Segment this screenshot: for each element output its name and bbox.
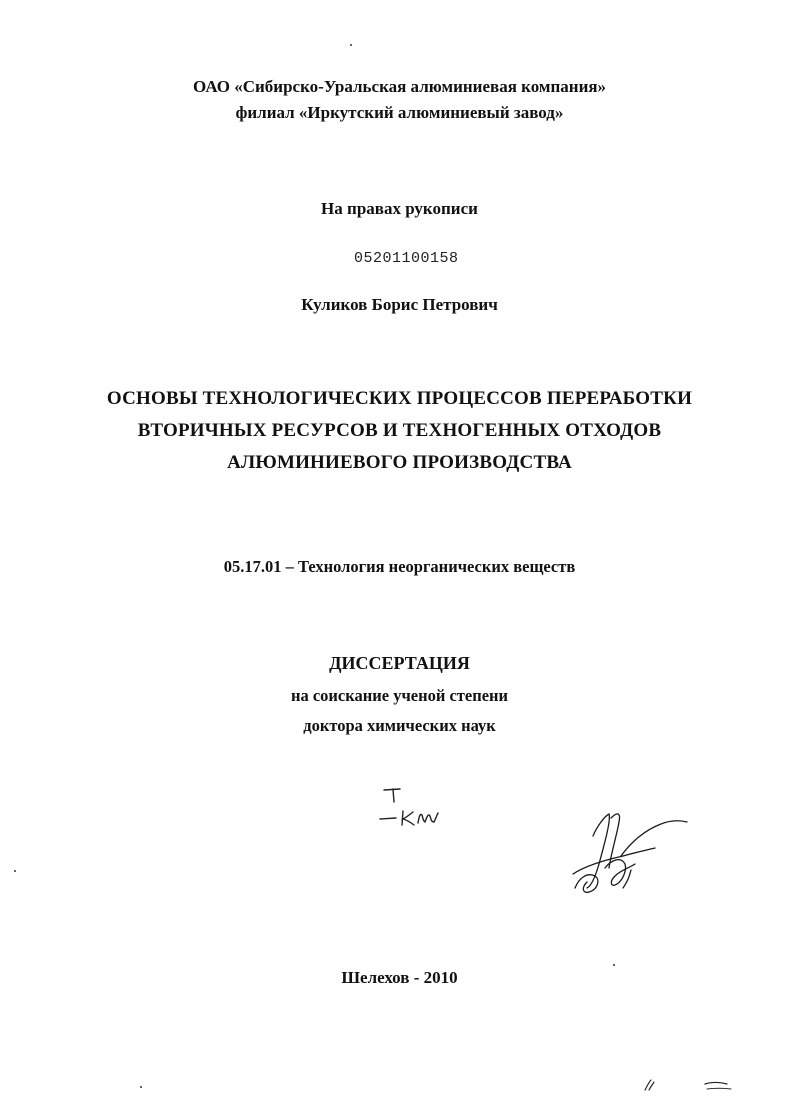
dissertation-title-line-1: ОСНОВЫ ТЕХНОЛОГИЧЕСКИХ ПРОЦЕССОВ ПЕРЕРАБОТКИ [106,388,693,409]
handwritten-note-mark [370,785,450,830]
bottom-corner-marks [635,1076,745,1094]
organization-line-1: ОАО «Сибирско-Уральская алюминиевая компания» [192,77,607,96]
scan-speck [350,44,352,46]
organization-line-2: филиал «Иркутский алюминиевый завод» [235,103,564,122]
document-type: ДИССЕРТАЦИЯ [329,653,470,673]
scan-speck [140,1086,142,1088]
specialty-code: 05.17.01 – Технология неорганических веществ [223,557,576,576]
manuscript-rights: На правах рукописи [321,199,478,218]
scan-speck [613,964,615,966]
place-and-year: Шелехов - 2010 [341,968,458,987]
signature-mark [565,808,695,903]
degree-line-1: на соискание ученой степени [290,686,509,705]
dissertation-title-line-2: ВТОРИЧНЫХ РЕСУРСОВ И ТЕХНОГЕННЫХ ОТХОДОВ [137,420,662,441]
author-name: Куликов Борис Петрович [301,295,498,314]
degree-line-2: доктора химических наук [303,716,496,735]
registration-code: 05201100158 [354,250,459,267]
dissertation-title-line-3: АЛЮМИНИЕВОГО ПРОИЗВОДСТВА [227,452,572,473]
scan-speck [14,870,16,872]
